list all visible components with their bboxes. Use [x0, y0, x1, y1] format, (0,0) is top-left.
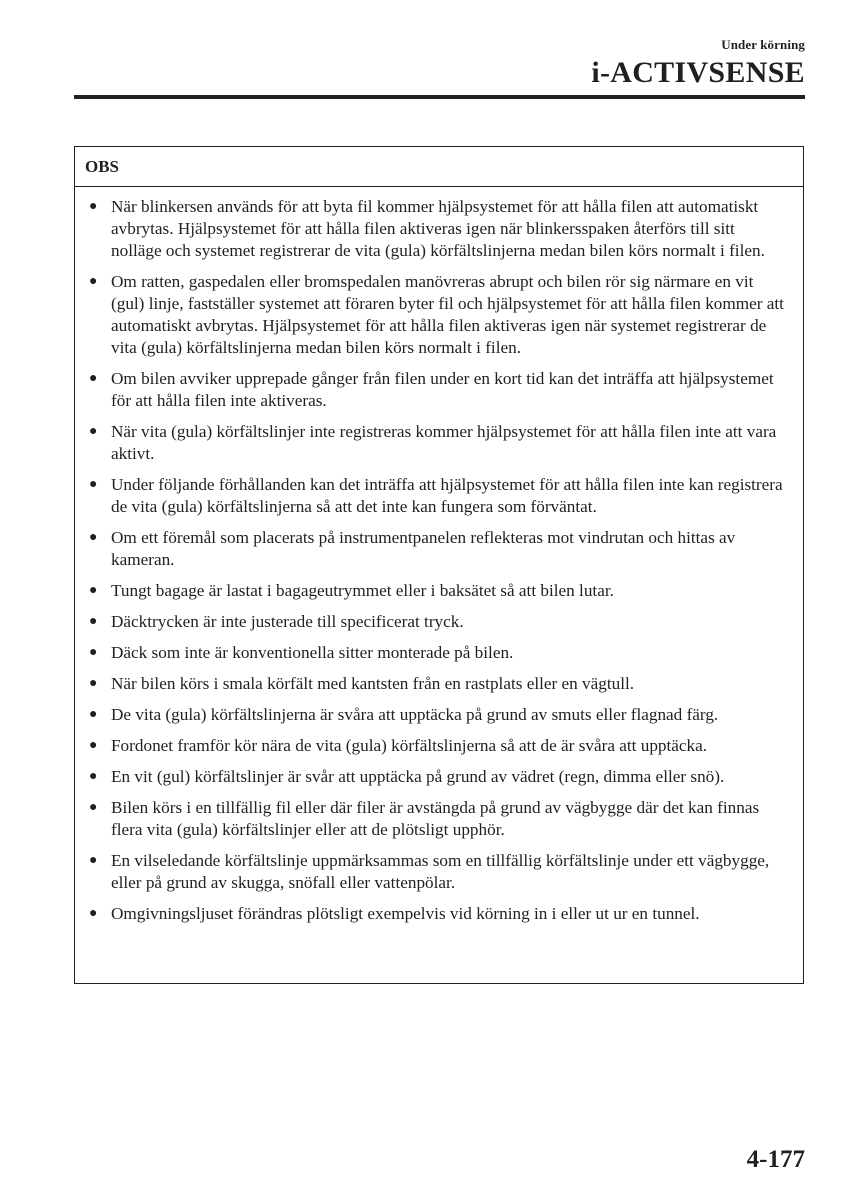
list-item-text: Bilen körs i en tillfällig fil eller där filer är avstängda på grund av vägbygge där det kan finnas flera vita (gula) körfältslinjer eller att de plötsligt upphör.: [111, 798, 760, 839]
list-item: [89, 421, 789, 465]
list-item-text: Däck som inte är konventionella sitter monterade på bilen.: [111, 643, 514, 662]
note-list: [75, 187, 803, 925]
bullet-icon: ●: [89, 707, 98, 722]
list-item-text: En vilseledande körfältslinje uppmärksammas som en tillfällig körfältslinje under ett vägbygge, eller på grund av skugga, snöfall eller vattenpölar.: [111, 851, 770, 892]
bullet-icon: ●: [89, 645, 98, 660]
header-rule: [74, 95, 805, 99]
list-item: [89, 527, 789, 571]
list-item: [89, 271, 789, 359]
list-item-text: När blinkersen används för att byta fil kommer hjälpsystemet för att hålla filen att automatiskt avbrytas. Hjälpsystemet för att hålla filen aktiveras igen när blinkersspaken återförs till sitt nolläge och systemet registrerar de vita (gula) körfältslinjerna medan bilen körs normalt i filen.: [111, 197, 765, 260]
list-item: [89, 673, 789, 695]
bullet-icon: ●: [89, 424, 98, 439]
list-item-text: Under följande förhållanden kan det inträffa att hjälpsystemet för att hålla filen inte kan registrera de vita (gula) körfältslinjerna så att det inte kan fungera som förväntat.: [111, 475, 783, 516]
list-item: [89, 196, 789, 262]
list-item: [89, 368, 789, 412]
list-item-text: Fordonet framför kör nära de vita (gula) körfältslinjerna så att de är svåra att upptäcka.: [111, 736, 708, 755]
bullet-icon: ●: [89, 853, 98, 868]
list-item: [89, 611, 789, 633]
bullet-icon: ●: [89, 676, 98, 691]
list-item: [89, 704, 789, 726]
list-item-text: När vita (gula) körfältslinjer inte registreras kommer hjälpsystemet för att hålla filen inte att vara aktivt.: [111, 422, 777, 463]
bullet-icon: ●: [89, 583, 98, 598]
bullet-icon: ●: [89, 769, 98, 784]
bullet-icon: ●: [89, 530, 98, 545]
bullet-icon: ●: [89, 371, 98, 386]
list-item-text: En vit (gul) körfältslinjer är svår att upptäcka på grund av vädret (regn, dimma eller snö).: [111, 767, 725, 786]
list-item-text: De vita (gula) körfältslinjerna är svåra att upptäcka på grund av smuts eller flagnad färg.: [111, 705, 719, 724]
list-item: [89, 580, 789, 602]
list-item-text: Omgivningsljuset förändras plötsligt exempelvis vid körning in i eller ut ur en tunnel.: [111, 904, 700, 923]
section-label: Under körning: [721, 37, 805, 52]
list-item: [89, 735, 789, 757]
bullet-icon: ●: [89, 477, 98, 492]
bullet-icon: ●: [89, 800, 98, 815]
bullet-icon: ●: [89, 274, 98, 289]
list-item-text: Om ratten, gaspedalen eller bromspedalen manövreras abrupt och bilen rör sig närmare en vit (gul) linje, fastställer systemet att föraren byter fil och hjälpsystemet för att hålla filen kommer att automatiskt avbrytas. Hjälpsystemet för att hålla filen aktiveras igen när systemet registrerar de vita (gula) körfältslinjerna medan bilen körs normalt i filen.: [111, 272, 784, 357]
list-item: [89, 797, 789, 841]
list-item: [89, 642, 789, 664]
note-box: [74, 146, 804, 984]
page-number: 4-177: [746, 1146, 805, 1173]
list-item-text: Tungt bagage är lastat i bagageutrymmet eller i baksätet så att bilen lutar.: [111, 581, 614, 600]
bullet-icon: ●: [89, 738, 98, 753]
bullet-icon: ●: [89, 614, 98, 629]
list-item-text: Om ett föremål som placerats på instrumentpanelen reflekteras mot vindrutan och hittas av kameran.: [111, 528, 736, 569]
note-heading: OBS: [75, 147, 803, 187]
list-item-text: När bilen körs i smala körfält med kantsten från en rastplats eller en vägtull.: [111, 674, 635, 693]
list-item: [89, 766, 789, 788]
list-item: [89, 850, 789, 894]
bullet-icon: ●: [89, 906, 98, 921]
chapter-title: i-ACTIVSENSE: [591, 56, 805, 89]
list-item: [89, 474, 789, 518]
list-item-text: Om bilen avviker upprepade gånger från filen under en kort tid kan det inträffa att hjälpsystemet för att hålla filen inte aktiveras.: [111, 369, 774, 410]
list-item-text: Däcktrycken är inte justerade till specificerat tryck.: [111, 612, 464, 631]
list-item: [89, 903, 789, 925]
bullet-icon: ●: [89, 199, 98, 214]
